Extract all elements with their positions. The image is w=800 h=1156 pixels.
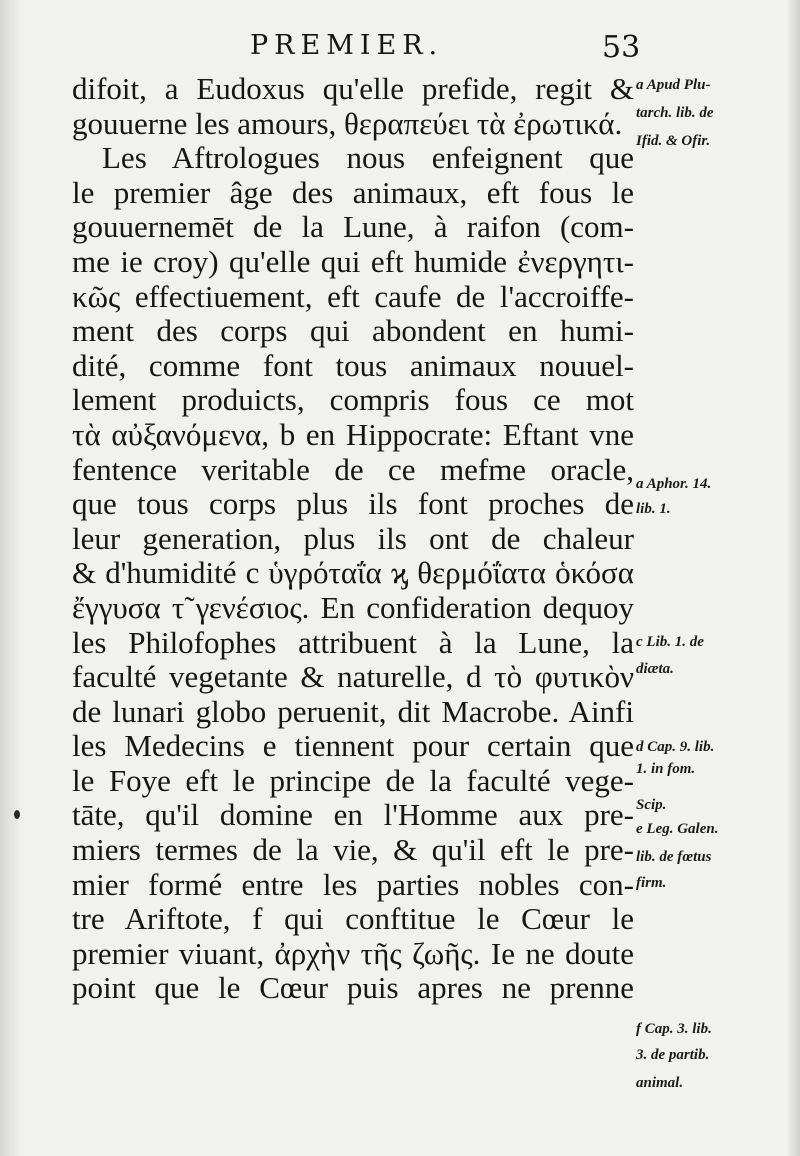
body-line: gouuerne les amours, θεραπεύει τὰ ἐρωτικά. bbox=[72, 105, 623, 141]
body-line: miers termes de la vie, & qu'il eft le pre- bbox=[72, 832, 634, 868]
margin-note: a Aphor. 14. bbox=[636, 476, 712, 492]
body-line: faculté vegetante & naturelle, d τὸ φυτικὸν bbox=[72, 659, 634, 695]
body-line: premier viuant, ἀρχὴν τῆς ζωῆς. Ie ne doute bbox=[72, 935, 634, 971]
margin-note: lib. de fœtus bbox=[636, 849, 712, 865]
body-line: tre Ariftote, f qui conftitue le Cœur le bbox=[72, 901, 634, 937]
body-line: gouuernemēt de la Lune, à raifon (com- bbox=[72, 209, 634, 245]
body-line: fentence veritable de ce mefme oracle, bbox=[72, 451, 634, 487]
body-line: que tous corps plus ils font proches de bbox=[72, 486, 634, 522]
body-line: & d'humidité c ὑγρόταΐα ϗ θερμόΐατα ὁκόσα bbox=[72, 555, 634, 591]
body-line: mier formé entre les parties nobles con- bbox=[72, 866, 634, 902]
body-line: le premier âge des animaux, eft fous le bbox=[72, 174, 634, 210]
body-line: les Philofophes attribuent à la Lune, la bbox=[72, 624, 634, 660]
margin-note: 1. in fom. bbox=[636, 761, 696, 777]
body-line: ment des corps qui abondent en humi- bbox=[72, 313, 634, 349]
body-line: difoit, a Eudoxus qu'elle prefide, regit & bbox=[72, 71, 634, 106]
body-line: leur generation, plus ils ont de chaleur bbox=[72, 520, 634, 556]
margin-note: lib. 1. bbox=[636, 501, 671, 517]
margin-note: 3. de partib. bbox=[636, 1047, 710, 1063]
body-text bbox=[72, 72, 634, 1006]
running-head: PREMIER. bbox=[250, 30, 444, 61]
body-line: lement produicts, compris fous ce mot bbox=[72, 382, 634, 418]
ink-spot bbox=[14, 810, 20, 819]
body-line: tāte, qu'il domine en l'Homme aux pre- bbox=[72, 797, 634, 833]
margin-note: e Leg. Galen. bbox=[636, 821, 719, 837]
margin-note: f Cap. 3. lib. bbox=[636, 1021, 712, 1037]
margin-note: c Lib. 1. de bbox=[636, 634, 704, 650]
page-number: 53 bbox=[602, 30, 641, 65]
margin-note: Scip. bbox=[636, 797, 667, 813]
body-line: point que le Cœur puis apres ne prenne bbox=[72, 970, 634, 1006]
margin-note: diæta. bbox=[636, 661, 674, 677]
body-line: le Foye eft le principe de la faculté vege- bbox=[72, 762, 634, 798]
body-line: me ie croy) qu'elle qui eft humide ἐνεργητι- bbox=[72, 243, 634, 279]
body-line: de lunari globo peruenit, dit Macrobe. Ainfi bbox=[72, 693, 634, 729]
body-line: les Medecins e tiennent pour certain que bbox=[72, 728, 634, 764]
page-left-edge bbox=[0, 0, 22, 1156]
body-line: τὰ αὐξανόμενα, b en Hippocrate: Eftant vne bbox=[72, 416, 634, 452]
body-line: κῶς effectiuement, eft caufe de l'accroiffe- bbox=[72, 278, 634, 314]
margin-note: animal. bbox=[636, 1075, 684, 1091]
body-line: Les Aftrologues nous enfeignent que bbox=[102, 140, 634, 176]
margin-note: a Apud Plu- bbox=[636, 77, 711, 93]
margin-note: firm. bbox=[636, 875, 667, 891]
margin-note: Ifid. & Ofir. bbox=[636, 133, 711, 149]
margin-note: d Cap. 9. lib. bbox=[636, 739, 715, 755]
margin-note: tarch. lib. de bbox=[636, 105, 714, 121]
page-right-edge bbox=[786, 0, 800, 1156]
body-line: ἔγγυσα τ̃ γενέσιος. En confideration dequoy bbox=[72, 589, 634, 625]
body-line: dité, comme font tous animaux nouuel- bbox=[72, 347, 634, 383]
